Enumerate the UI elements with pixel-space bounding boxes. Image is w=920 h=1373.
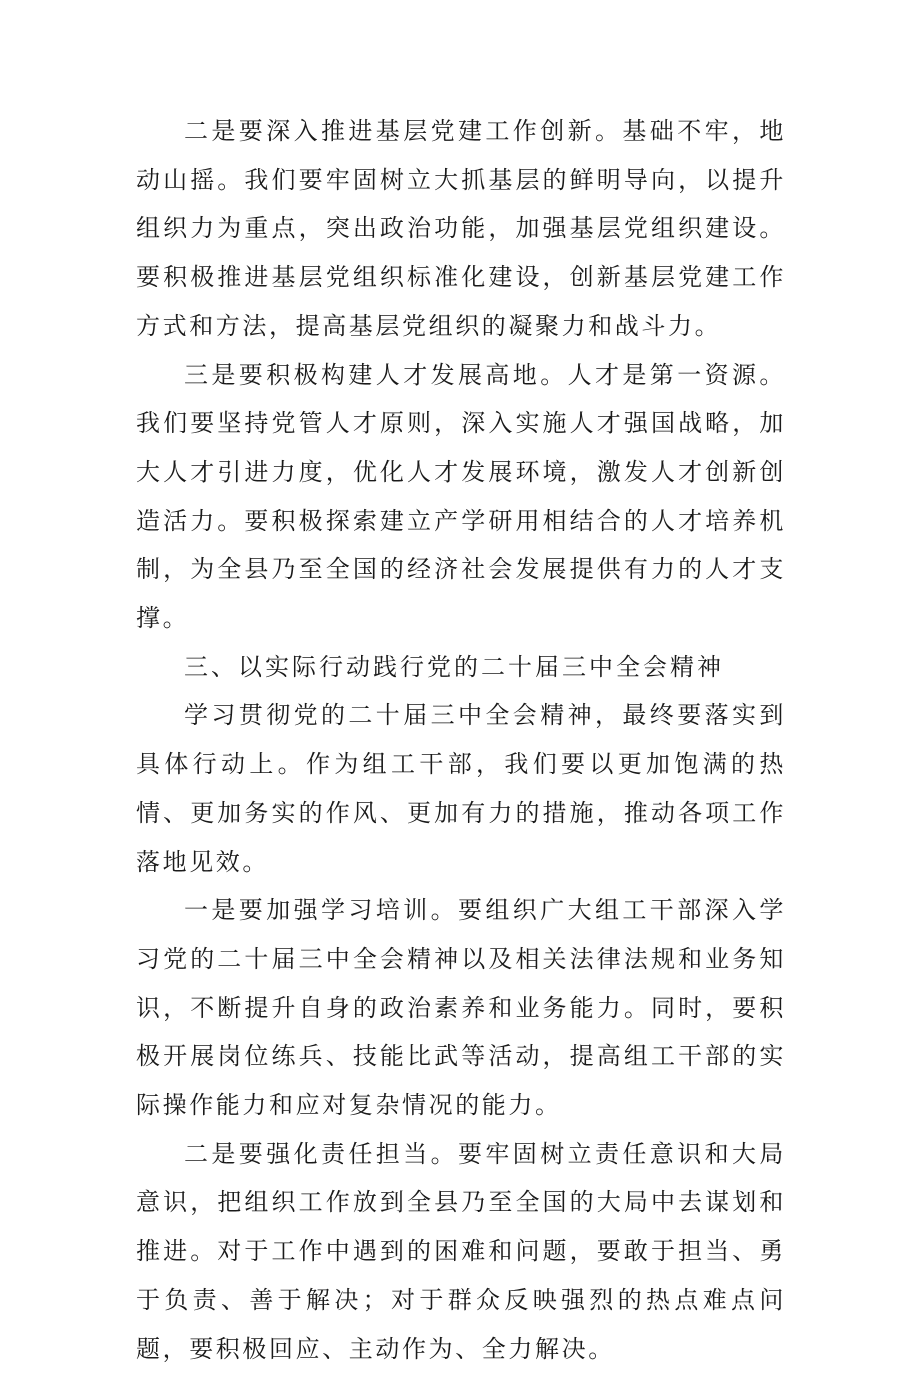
section-heading-practice: 三、以实际行动践行党的二十届三中全会精神 [184,652,724,681]
document-body [136,107,786,1373]
paragraph-grassroots-party-building: 二是要深入推进基层党建工作创新。基础不牢，地动山摇。我们要牢固树立大抓基层的鲜明导向，以提升组织力为重点，突出政治功能，加强基层党组织建设。要积极推进基层党组织标准化建设，创新基层党建工作方式和方法，提高基层党组织的凝聚力和战斗力。 [136,117,786,340]
paragraph-responsibility: 二是要强化责任担当。要牢固树立责任意识和大局意识，把组织工作放到全县乃至全国的大局中去谋划和推进。对于工作中遇到的困难和问题，要敢于担当、勇于负责、善于解决；对于群众反映强烈的热点难点问题，要积极回应、主动作为、全力解决。 [136,1139,786,1363]
paragraph-implementation-intro: 学习贯彻党的二十届三中全会精神，最终要落实到具体行动上。作为组工干部，我们要以更加饱满的热情、更加务实的作风、更加有力的措施，推动各项工作落地见效。 [136,701,786,876]
paragraph-talent-development: 三是要积极构建人才发展高地。人才是第一资源。我们要坚持党管人才原则，深入实施人才强国战略，加大人才引进力度，优化人才发展环境，激发人才创新创造活力。要积极探索建立产学研用相结合的人才培养机制，为全县乃至全国的经济社会发展提供有力的人才支撑。 [136,360,786,633]
paragraph-study-training: 一是要加强学习培训。要组织广大组工干部深入学习党的二十届三中全会精神以及相关法律法规和业务知识，不断提升自身的政治素养和业务能力。同时，要积极开展岗位练兵、技能比武等活动，提高组工干部的实际操作能力和应对复杂情况的能力。 [136,896,786,1120]
